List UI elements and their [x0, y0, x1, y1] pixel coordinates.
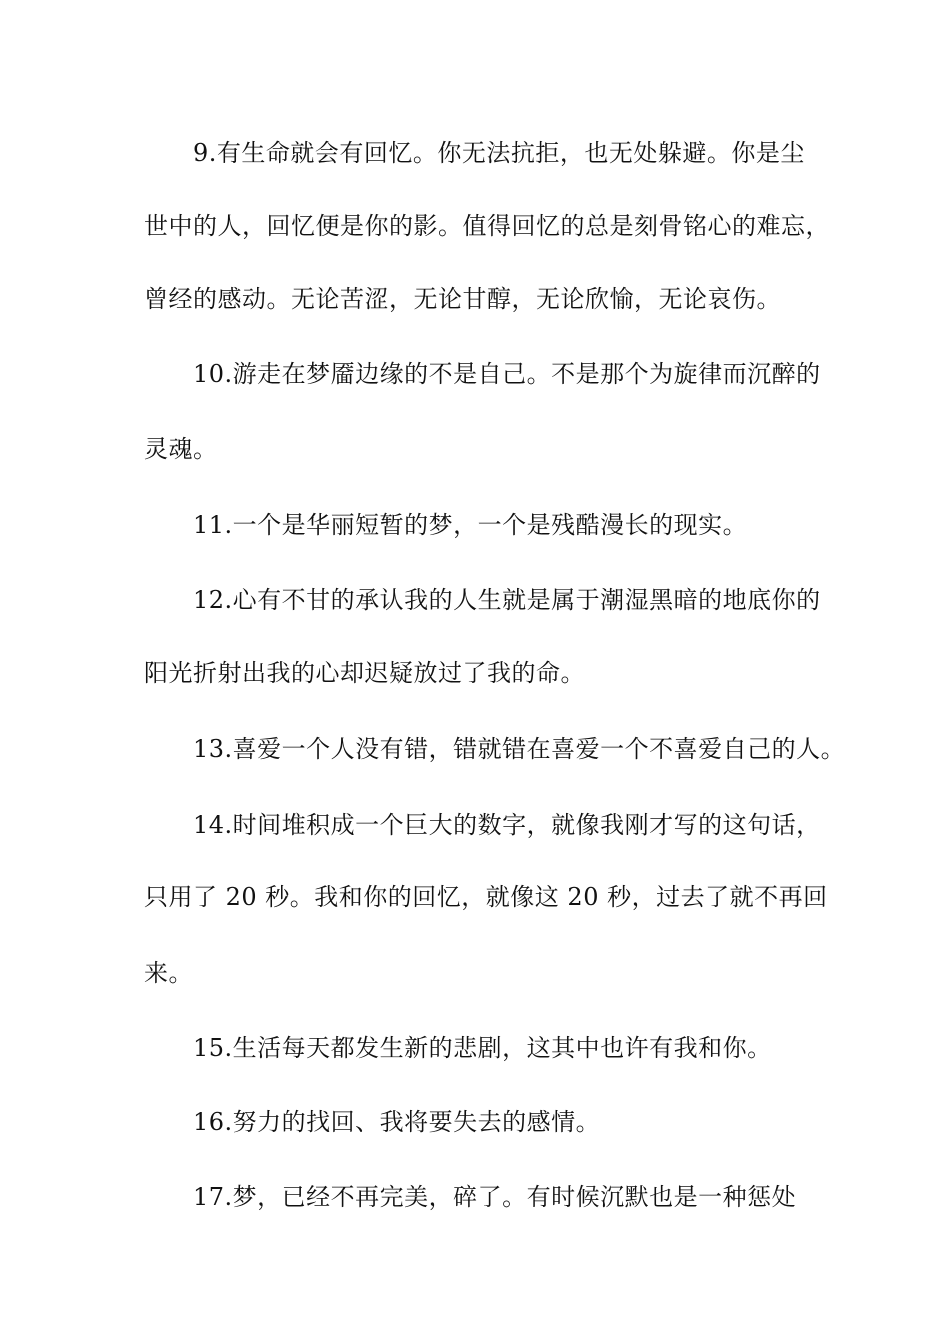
paragraph-14-line-3: 来。 [144, 959, 193, 987]
paragraph-9-line-3: 曾经的感动。无论苦涩，无论甘醇，无论欣愉，无论哀伤。 [144, 285, 781, 313]
paragraph-9-line-2: 世中的人，回忆便是你的影。值得回忆的总是刻骨铭心的难忘， [144, 212, 830, 240]
paragraph-15-line-1: 15.生活每天都发生新的悲剧，这其中也许有我和你。 [193, 1034, 772, 1062]
paragraph-14-line-1: 14.时间堆积成一个巨大的数字，就像我刚才写的这句话， [193, 811, 821, 839]
paragraph-11-line-1: 11.一个是华丽短暂的梦，一个是残酷漫长的现实。 [193, 511, 748, 539]
paragraph-10-line-1: 10.游走在梦靥边缘的不是自己。不是那个为旋律而沉醉的 [193, 360, 821, 388]
paragraph-9-line-1: 9.有生命就会有回忆。你无法抗拒，也无处躲避。你是尘 [193, 139, 805, 167]
paragraph-13-line-1: 13.喜爱一个人没有错，错就错在喜爱一个不喜爱自己的人。 [193, 735, 846, 763]
paragraph-12-line-1: 12.心有不甘的承认我的人生就是属于潮湿黑暗的地底你的 [193, 586, 821, 614]
paragraph-14-line-2: 只用了 20 秒。我和你的回忆，就像这 20 秒，过去了就不再回 [144, 883, 828, 911]
paragraph-10-line-2: 灵魂。 [144, 435, 218, 463]
paragraph-17-line-1: 17.梦，已经不再完美，碎了。有时候沉默也是一种惩处 [193, 1183, 797, 1211]
paragraph-12-line-2: 阳光折射出我的心却迟疑放过了我的命。 [144, 659, 585, 687]
paragraph-16-line-1: 16.努力的找回、我将要失去的感情。 [193, 1108, 601, 1136]
